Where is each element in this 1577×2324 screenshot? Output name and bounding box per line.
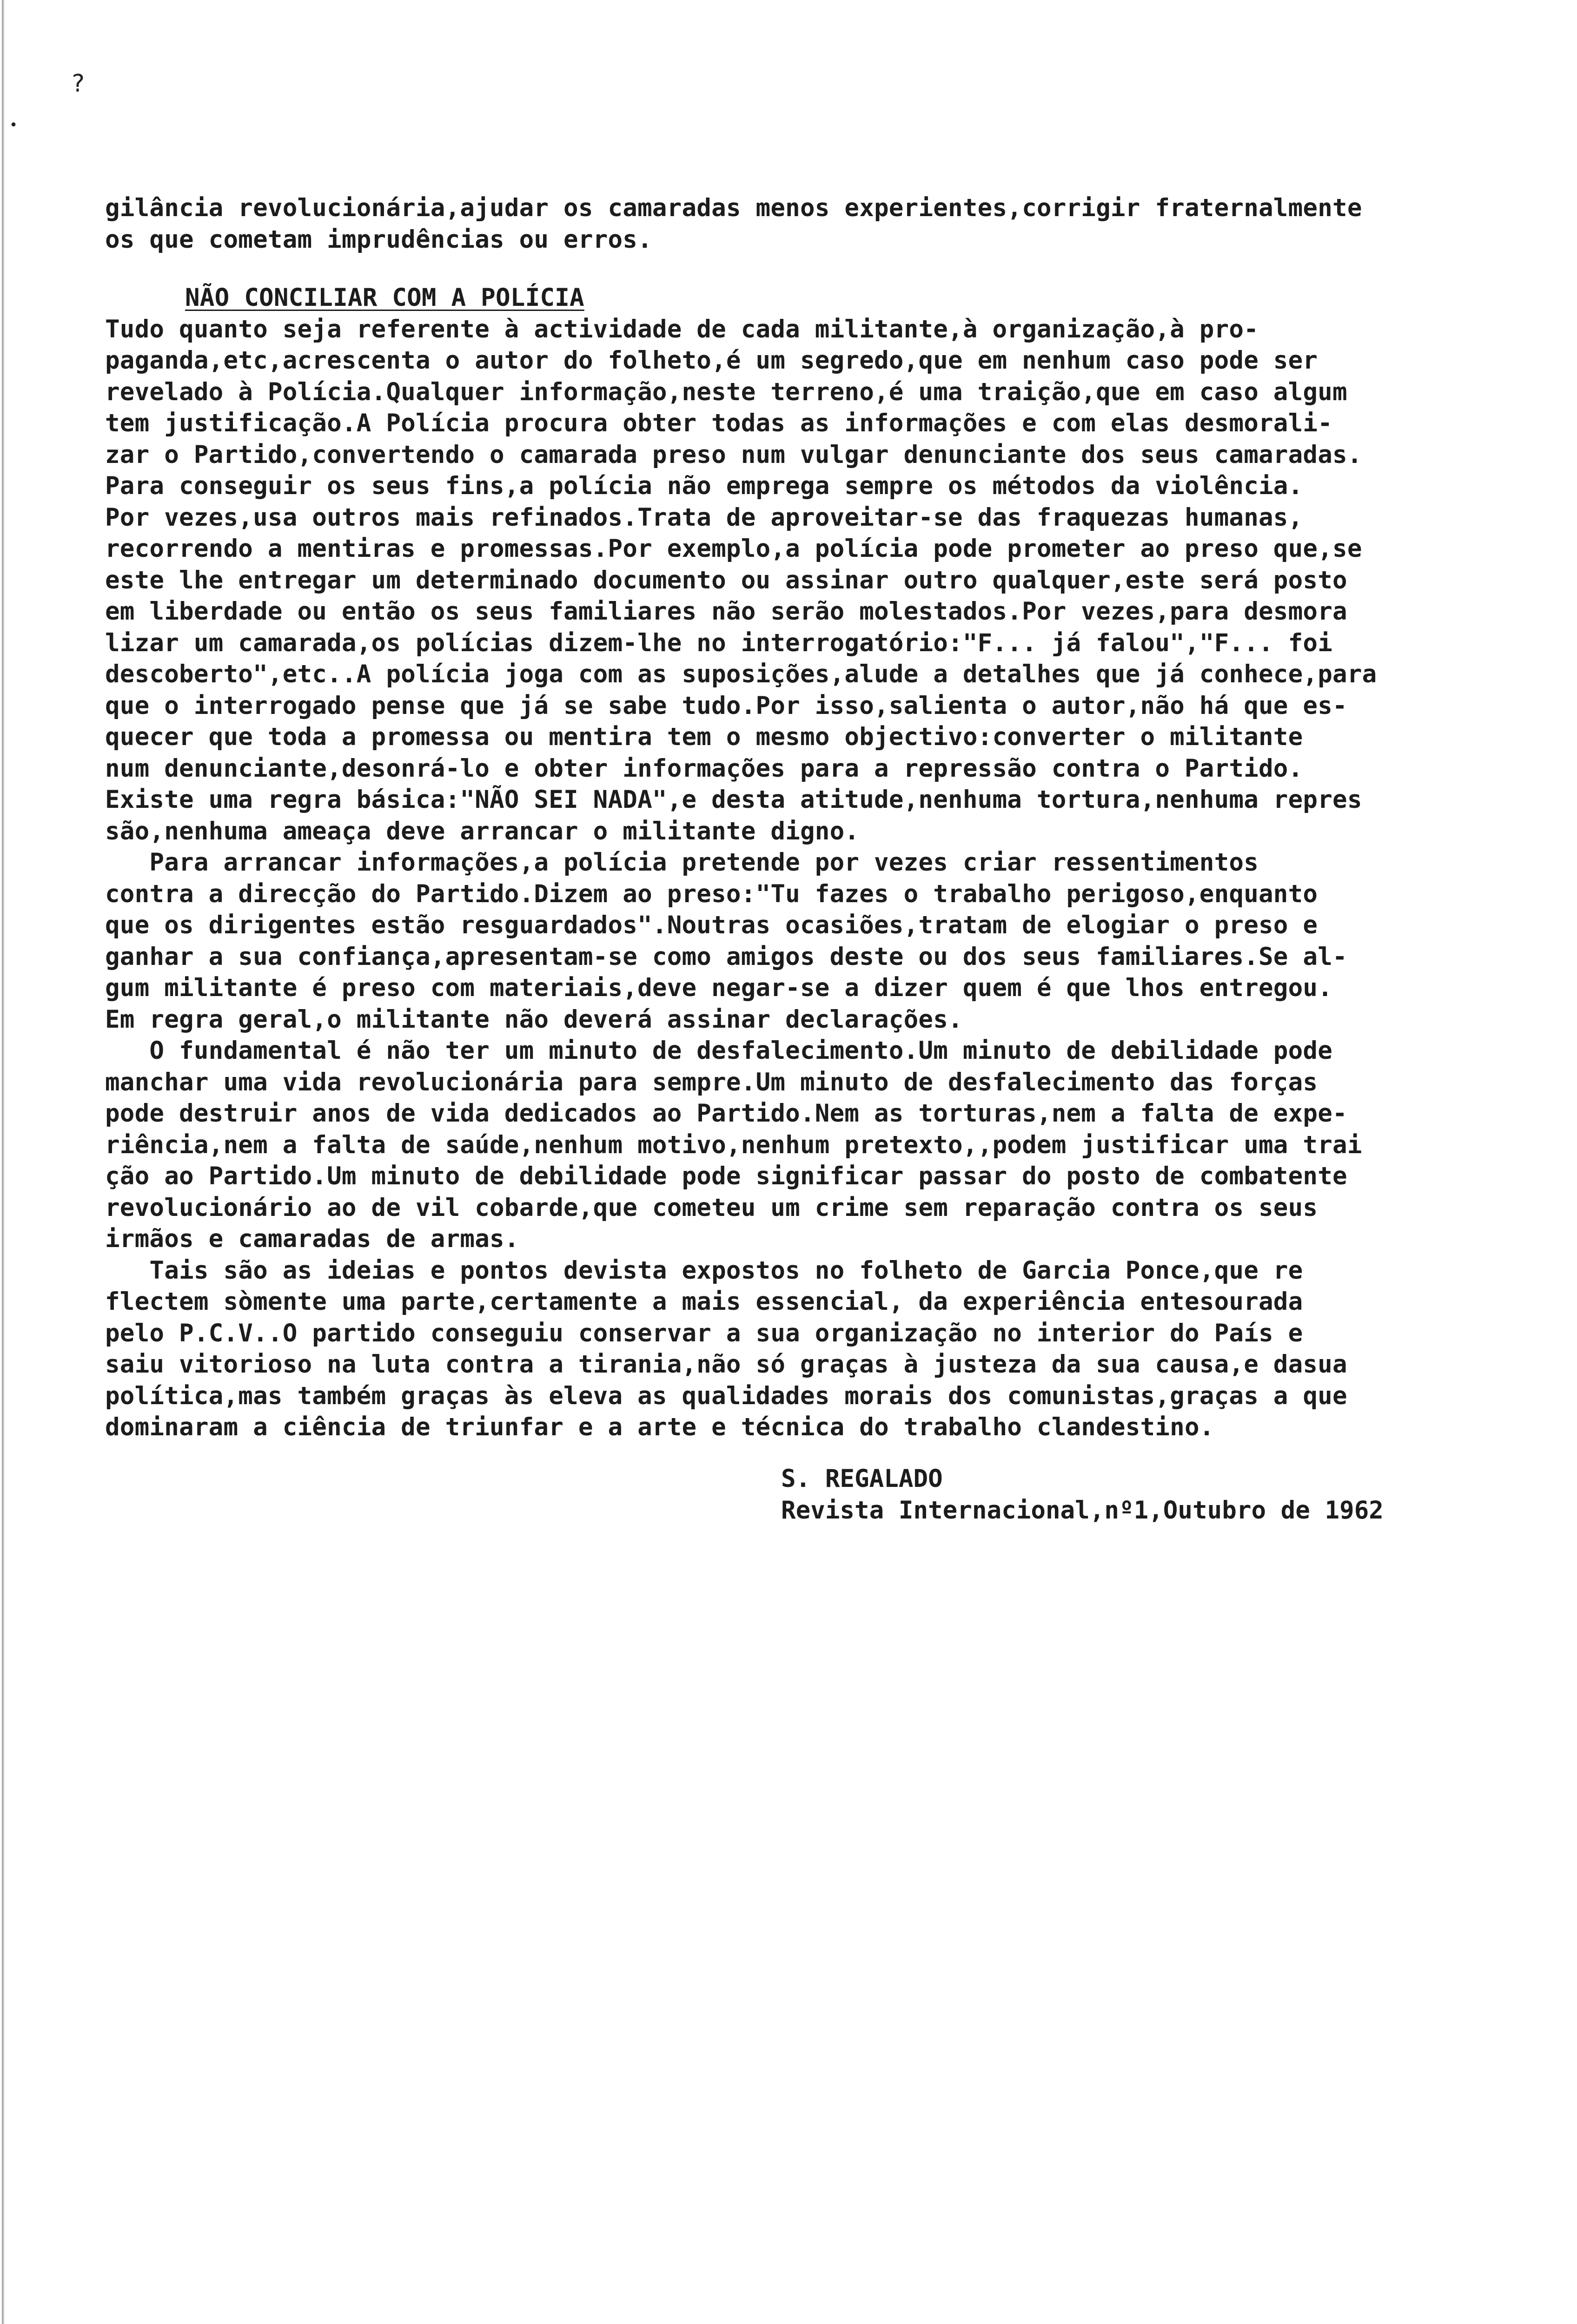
text-line: recorrendo a mentiras e promessas.Por exemplo,a polícia pode prometer ao preso que,se bbox=[105, 535, 1362, 563]
text-line: lizar um camarada,os polícias dizem-lhe no interrogatório:"F... já falou","F... foi bbox=[105, 628, 1333, 657]
text-line: Para arrancar informações,a polícia pretende por vezes criar ressentimentos bbox=[105, 848, 1259, 877]
signature-block bbox=[781, 1463, 1384, 1526]
text-line: gum militante é preso com materiais,deve negar-se a dizer quem é que lhos entregou. bbox=[105, 974, 1333, 1002]
section-heading: NÃO CONCILIAR COM A POLÍCIA bbox=[185, 284, 584, 312]
text-line: descoberto",etc..A polícia joga com as suposições,alude a detalhes que já conhece,para bbox=[105, 660, 1377, 688]
text-line: saiu vitorioso na luta contra a tirania,não só graças à justeza da sua causa,e dasua bbox=[105, 1350, 1347, 1379]
text-line: revolucionário ao de vil cobarde,que cometeu um crime sem reparação contra os seus bbox=[105, 1193, 1318, 1222]
text-line: Tudo quanto seja referente à actividade de cada militante,à organização,à pro- bbox=[105, 315, 1259, 343]
text-line: são,nenhuma ameaça deve arrancar o militante digno. bbox=[105, 817, 860, 845]
text-line: em liberdade ou então os seus familiares não serão molestados.Por vezes,para desmora bbox=[105, 597, 1347, 626]
text-line: manchar uma vida revolucionária para sempre.Um minuto de desfalecimento das forças bbox=[105, 1068, 1318, 1096]
text-line: dominaram a ciência de triunfar e a arte e técnica do trabalho clandestino. bbox=[105, 1413, 1214, 1441]
signature-line: S. REGALADO bbox=[781, 1465, 943, 1493]
text-line: Por vezes,usa outros mais refinados.Trata de aproveitar-se das fraquezas humanas, bbox=[105, 503, 1303, 532]
text-line: pode destruir anos de vida dedicados ao Partido.Nem as torturas,nem a falta de expe- bbox=[105, 1099, 1347, 1128]
signature-line: Revista Internacional,nº1,Outubro de 1962 bbox=[781, 1496, 1384, 1525]
text-line: quecer que toda a promessa ou mentira tem o mesmo objectivo:converter o militante bbox=[105, 723, 1303, 751]
text-line: que o interrogado pense que já se sabe tudo.Por isso,salienta o autor,não há que es- bbox=[105, 691, 1347, 720]
text-line: Em regra geral,o militante não deverá assinar declarações. bbox=[105, 1005, 963, 1034]
text-line: ganhar a sua confiança,apresentam-se como amigos deste ou dos seus familiares.Se al- bbox=[105, 942, 1347, 971]
text-line: zar o Partido,convertendo o camarada preso num vulgar denunciante dos seus camaradas. bbox=[105, 440, 1362, 469]
text-line: Para conseguir os seus fins,a polícia não emprega sempre os métodos da violência. bbox=[105, 472, 1303, 500]
corner-mark: ? bbox=[71, 70, 86, 98]
text-line: Tais são as ideias e pontos devista expostos no folheto de Garcia Ponce,que re bbox=[105, 1256, 1303, 1285]
text-line: ção ao Partido.Um minuto de debilidade pode significar passar do posto de combatente bbox=[105, 1162, 1347, 1190]
scan-left-edge bbox=[2, 0, 5, 2324]
text-line: paganda,etc,acrescenta o autor do folheto,é um segredo,que em nenhum caso pode ser bbox=[105, 346, 1318, 375]
document-body bbox=[105, 192, 1500, 1443]
text-line: tem justificação.A Polícia procura obter todas as informações e com elas desmorali- bbox=[105, 409, 1333, 437]
text-line: riência,nem a falta de saúde,nenhum motivo,nenhum pretexto,,podem justificar uma trai bbox=[105, 1130, 1362, 1159]
text-line: O fundamental é não ter um minuto de desfalecimento.Um minuto de debilidade pode bbox=[105, 1037, 1333, 1065]
text-line: flectem sòmente uma parte,certamente a mais essencial, da experiência entesourada bbox=[105, 1287, 1303, 1316]
text-line: política,mas também graças às eleva as qualidades morais dos comunistas,graças a que bbox=[105, 1381, 1347, 1410]
text-line: este lhe entregar um determinado documento ou assinar outro qualquer,este será posto bbox=[105, 566, 1347, 594]
text-line: Existe uma regra básica:"NÃO SEI NADA",e desta atitude,nenhuma tortura,nenhuma repres bbox=[105, 786, 1362, 814]
text-line: gilância revolucionária,ajudar os camaradas menos experientes,corrigir fraternalmente bbox=[105, 194, 1362, 222]
text-line: pelo P.C.V..O partido conseguiu conservar a sua organização no interior do País e bbox=[105, 1319, 1303, 1347]
text-line: os que cometam imprudências ou erros. bbox=[105, 225, 652, 254]
dot-mark: • bbox=[9, 117, 18, 133]
text-line: contra a direcção do Partido.Dizem ao preso:"Tu fazes o trabalho perigoso,enquanto bbox=[105, 879, 1318, 908]
text-line: que os dirigentes estão resguardados".Noutras ocasiões,tratam de elogiar o preso e bbox=[105, 911, 1318, 939]
text-line: num denunciante,desonrá-lo e obter informações para a repressão contra o Partido. bbox=[105, 754, 1303, 783]
text-line: irmãos e camaradas de armas. bbox=[105, 1225, 519, 1253]
paragraph-continuation bbox=[105, 192, 1500, 255]
text-line: revelado à Polícia.Qualquer informação,neste terreno,é uma traição,que em caso algum bbox=[105, 377, 1347, 406]
section-body bbox=[105, 314, 1500, 1443]
